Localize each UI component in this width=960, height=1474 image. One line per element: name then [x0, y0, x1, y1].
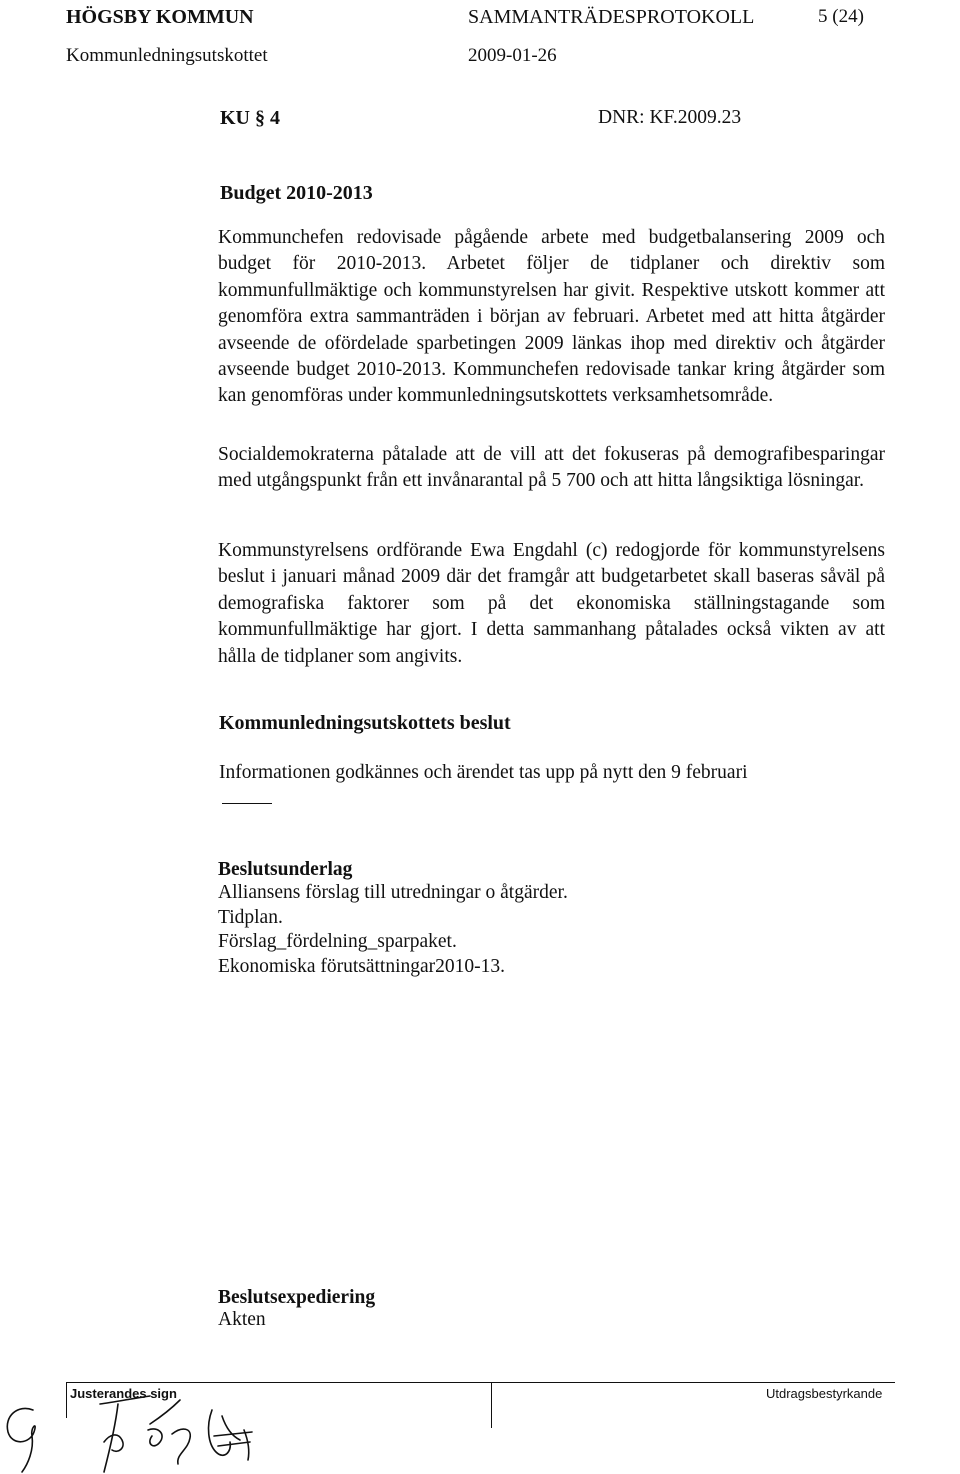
- handwritten-initials-signature: [0, 1376, 300, 1474]
- document-type: SAMMANTRÄDESPROTOKOLL: [468, 6, 755, 28]
- basis-heading: Beslutsunderlag: [218, 859, 353, 880]
- basis-item: Alliansens förslag till utredningar o åtgärder.: [218, 882, 568, 903]
- decision-text: Informationen godkännes och ärendet tas upp på nytt den 9 februari: [219, 762, 748, 783]
- basis-item: Ekonomiska förutsättningar2010-13.: [218, 955, 506, 977]
- basis-item: Förslag_fördelning_sparpaket.: [218, 931, 457, 952]
- meeting-date: 2009-01-26: [468, 45, 557, 66]
- dispatch-recipient: Akten: [218, 1309, 266, 1330]
- decision-heading: Kommunledningsutskottets beslut: [219, 712, 511, 734]
- utdragsbestyrkande-label: Utdragsbestyrkande: [766, 1386, 883, 1401]
- municipality-name: HÖGSBY KOMMUN: [66, 6, 254, 28]
- footer-middle-tick: [491, 1382, 492, 1428]
- justerandes-sign-label: Justerandes sign: [70, 1386, 177, 1401]
- section-number: KU § 4: [220, 107, 280, 129]
- basis-list: [218, 881, 568, 979]
- basis-item: Tidplan.: [218, 906, 283, 928]
- committee-name: Kommunledningsutskottet: [66, 45, 268, 66]
- paragraph-chair-statement: Kommunstyrelsens ordförande Ewa Engdahl (c) redogjorde för kommunstyrelsens beslut i januari månad 2009 där det framgår att budgetarbetet skall baseras såväl på demografiska faktorer som på det ekonomiska ställningstagande som kommunfullmäktige har gjort. I detta sammanhang påtalades också vikten av att hålla de tidplaner som angivits.: [218, 540, 885, 667]
- decision-divider: [222, 803, 272, 804]
- item-title: Budget 2010-2013: [220, 182, 373, 204]
- diary-number: DNR: KF.2009.23: [598, 107, 742, 128]
- dispatch-heading: Beslutsexpediering: [218, 1287, 376, 1308]
- paragraph-social-democrats: Socialdemokraterna påtalade att de vill att det fokuseras på demografibesparingar med utgångspunkt från ett invånarantal på 5 700 och att hitta långsiktiga lösningar.: [218, 444, 885, 492]
- page-number: 5 (24): [818, 6, 864, 27]
- paragraph-budget-report: Kommunchefen redovisade pågående arbete med budgetbalansering 2009 och budget för 2010-2013. Arbetet följer de tidplaner och direktiv som kommunfullmäktige och kommunstyrelsen har givit. Respektive utskott kommer att genomföra extra sammanträden i början av februari. Arbetet med att hitta åtgärder avseende de ofördelade sparbetingen 2009 länkas ihop med direktiv och åtgärder avseende budget 2010-2013. Kommunchefen redovisade tankar kring åtgärder som kan genomföras under kommunledningsutskottets verksamhetsområde.: [218, 227, 885, 407]
